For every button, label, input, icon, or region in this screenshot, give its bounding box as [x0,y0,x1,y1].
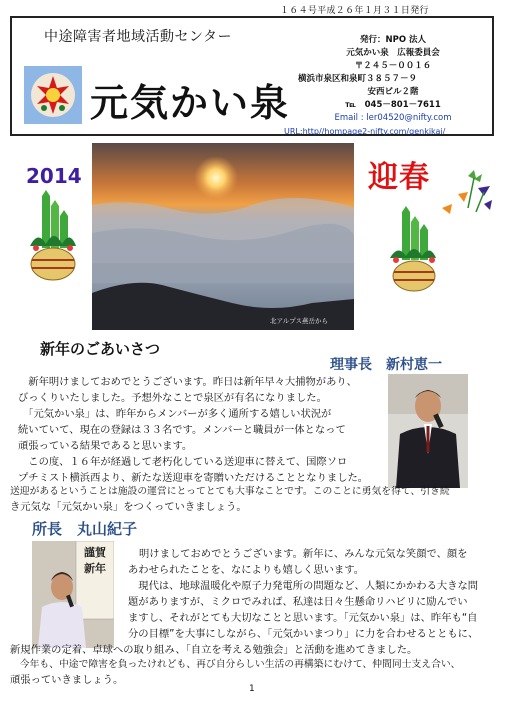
greeting-line-4: 続いていて、現在の登録は３３名です。メンバーと職員が一体となって [18,424,346,436]
new-year-sign: 謹賀新年 [84,546,106,575]
publisher-org: 発行：NPO 法人 [359,35,427,45]
director-line-7: 新規作業の定着、卓球への取り組み、「自立を考える勉強会」と活動を進めてきました。 [10,644,418,656]
newsletter-title: 元気かい泉 [90,81,291,125]
greeting-line-1: 新年明けましておめでとうございます。昨日は新年早々大捕物があり、 [18,376,357,388]
greeting-line-3: 「元気かい泉」は、昨年からメンバーが多く通所する嬉しい状況が [18,408,332,420]
director-photo [32,541,114,648]
greeting-line-9: き元気な「元気かい泉」をつくっていきましょう。 [10,501,247,513]
publisher-postal: 〒２４５－００１６ [354,61,432,71]
greeting-line-2: びっくりいたしました。予想外なことで泉区が有名になりました。 [18,392,327,404]
publisher-email[interactable]: Email : ler04520@nifty.com [334,113,452,123]
director-line-1: 明けましておめでとうございます。新年に、みんな元気な笑顔で、顔を [139,548,468,560]
director-line-2: あわせられたことを、なによりも嬉しく思います。 [128,564,365,576]
greeting-line-5: 頑張っている結果であると思います。 [18,440,193,452]
publisher-tel: ℡ 045－801－7611 [345,100,441,110]
publisher-address: 横浜市泉区和泉町３８５７－９ [298,74,418,84]
greeting-line-7: プチミスト横浜西より、新たな送迎車を寄贈いただけることとなりました。 [18,472,369,484]
geishun-heading: 迎春 [368,160,430,195]
director-name: 所長 丸山紀子 [32,520,138,538]
greeting-line-6: この度、１６年が経過して老朽化している送迎車に替えて、国際ソロ [18,456,348,468]
chairman-name: 理事長 新村恵一 [330,357,442,373]
greeting-heading: 新年のごあいさつ [40,340,161,358]
kadomatsu-right-icon [386,204,442,299]
publisher-url[interactable]: URL:http//hompage2-nifty.com/genkikai/ [284,127,446,136]
director-line-8: 今年も、中途で障害を負ったけれども、再び自分らしい生活の再構築にむけて、仲間同士支え合い、 [10,659,461,670]
publisher-committee: 元気かい泉 広報委員会 [346,48,440,58]
greeting-line-8: 送迎があるということは施設の運営にとってとても大事なことです。このことに勇気を得て、引き続 [10,486,450,497]
kadomatsu-left-icon [24,188,82,288]
organization-logo [24,66,82,124]
director-line-3: 現代は、地球温暖化や原子力発電所の問題など、人類にかかわる大きな問 [128,580,479,592]
director-line-4: 題がありますが、ミクロでみれば、私達は日々生懸命リハビリに励んでい [128,596,468,608]
director-line-6: 分の目標”を大事にしながら、「元気かいまつり」に力を合わせるとともに、 [128,628,479,640]
year-label: 2014 [26,164,82,188]
director-line-9: 頑張っていきましょう。 [10,674,124,686]
publisher-building: 安西ビル２階 [367,87,419,97]
photo-caption: 北アルプス燕岳から [270,317,328,325]
publisher-info [284,34,488,138]
sunrise-photo [92,143,354,330]
page-number: 1 [249,684,255,694]
director-line-5: ますし、それがとても大切なことと思います。「元気かい泉」は、昨年も“自 [128,612,478,624]
issue-date: １６４号平成２６年１月３１日発行 [280,6,429,16]
center-name: 中途障害者地域活動センター [44,29,232,45]
chairman-photo [388,374,468,488]
